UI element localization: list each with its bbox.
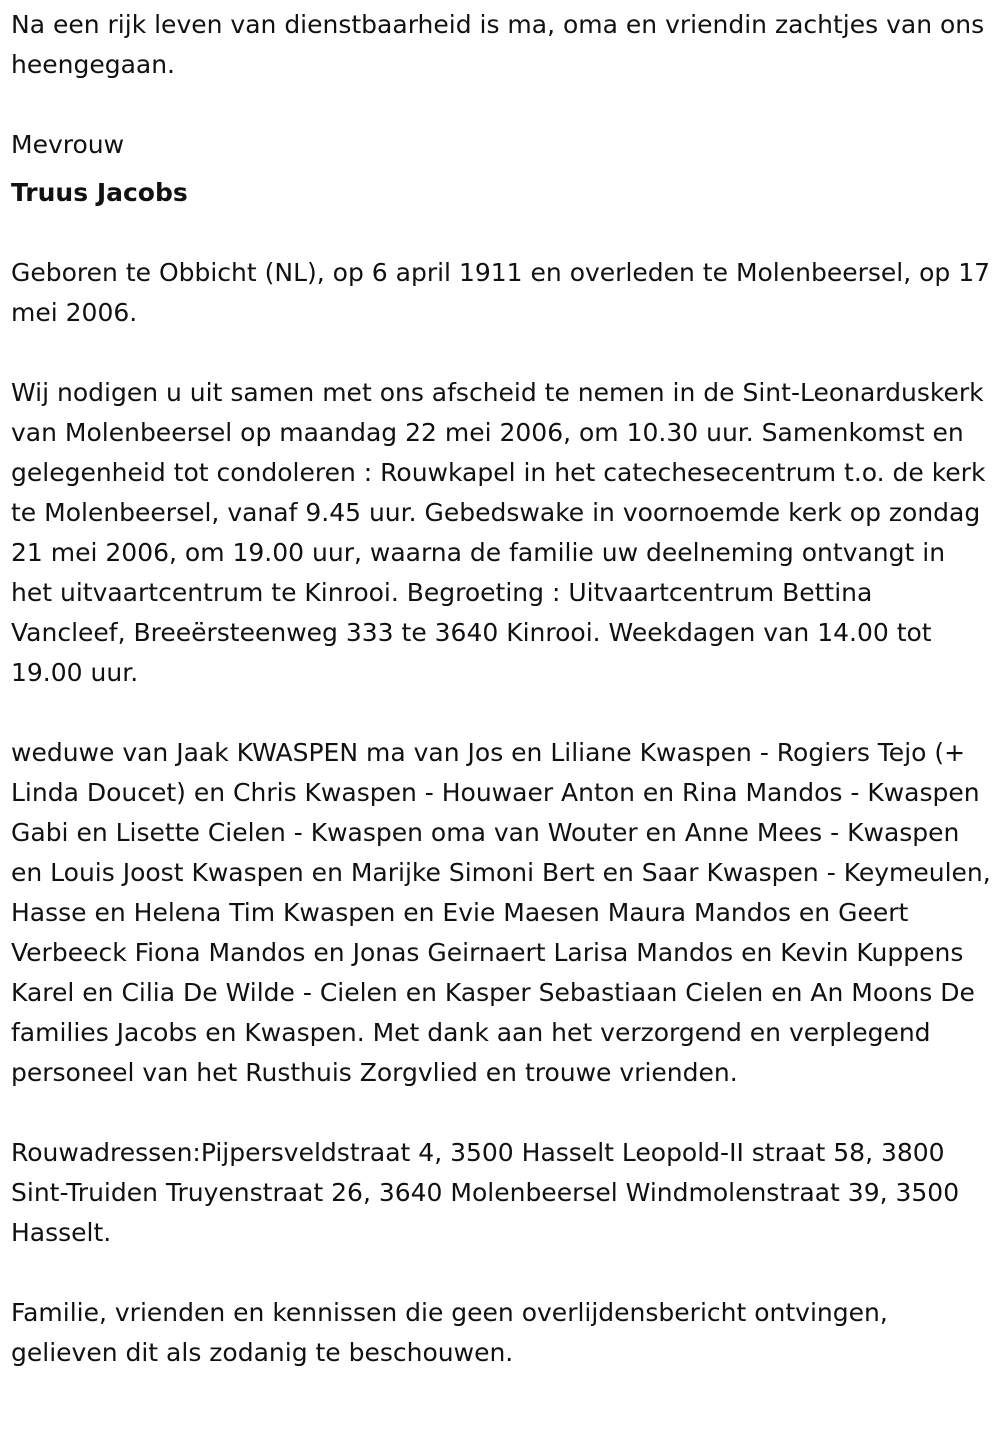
spacer [11, 333, 992, 373]
addresses-text: Rouwadressen:Pijpersveldstraat 4, 3500 Hasselt Leopold-II straat 58, 3800 Sint-Truiden Truyenstraat 26, 3640 Molenbeersel Windmolenstraat 39, 3500 Hasselt. [11, 1138, 968, 1247]
obituary-document [0, 5, 1000, 1373]
birth-death-text: Geboren te Obbicht (NL), op 6 april 1911 en overleden te Molenbeersel, op 17 mei 2006. [11, 258, 999, 327]
spacer [11, 213, 992, 253]
intro-text: Na een rijk leven van dienstbaarheid is ma, oma en vriendin zachtjes van ons heengegaan. [11, 10, 993, 79]
family-text: weduwe van Jaak KWASPEN ma van Jos en Liliane Kwaspen - Rogiers Tejo (+ Linda Doucet) en Chris Kwaspen - Houwaer Anton en Rina Mandos - Kwaspen Gabi en Lisette Cielen - Kwaspen oma van Wouter en Anne Mees - Kwaspen en Louis Joost Kwaspen en Marijke Simoni Bert en Saar Kwaspen - Keymeulen, Hasse en Helena Tim Kwaspen en Evie Maesen Maura Mandos en Geert Verbeeck Fiona Mandos en Jonas Geirnaert Larisa Mandos en Kevin Kuppens Karel en Cilia De Wilde - Cielen en Kasper Sebastiaan Cielen en An Moons De families Jacobs en Kwaspen. Met dank aan het verzorgend en verplegend personeel van het Rusthuis Zorgvlied en trouwe vrienden. [11, 738, 999, 1087]
closing-text: Familie, vrienden en kennissen die geen overlijdensbericht ontvingen, gelieven dit als zodanig te beschouwen. [11, 1298, 896, 1367]
spacer [11, 1253, 992, 1293]
invitation-text: Wij nodigen u uit samen met ons afscheid te nemen in de Sint-Leonarduskerk van Molenbeersel op maandag 22 mei 2006, om 10.30 uur. Samenkomst en gelegenheid tot condoleren : Rouwkapel in het catechesecentrum t.o. de kerk te Molenbeersel, vanaf 9.45 uur. Gebedswake in voornoemde kerk op zondag 21 mei 2006, om 19.00 uur, waarna de familie uw deelneming ontvangt in het uitvaartcentrum te Kinrooi. Begroeting : Uitvaartcentrum Bettina Vancleef, Breeërsteenweg 333 te 3640 Kinrooi. Weekdagen van 14.00 tot 19.00 uur. [11, 378, 994, 687]
spacer [11, 693, 992, 733]
salutation: Mevrouw [11, 130, 125, 159]
deceased-name: Truus Jacobs [11, 178, 188, 207]
spacer [11, 85, 992, 125]
spacer [11, 165, 992, 173]
spacer [11, 1093, 992, 1133]
